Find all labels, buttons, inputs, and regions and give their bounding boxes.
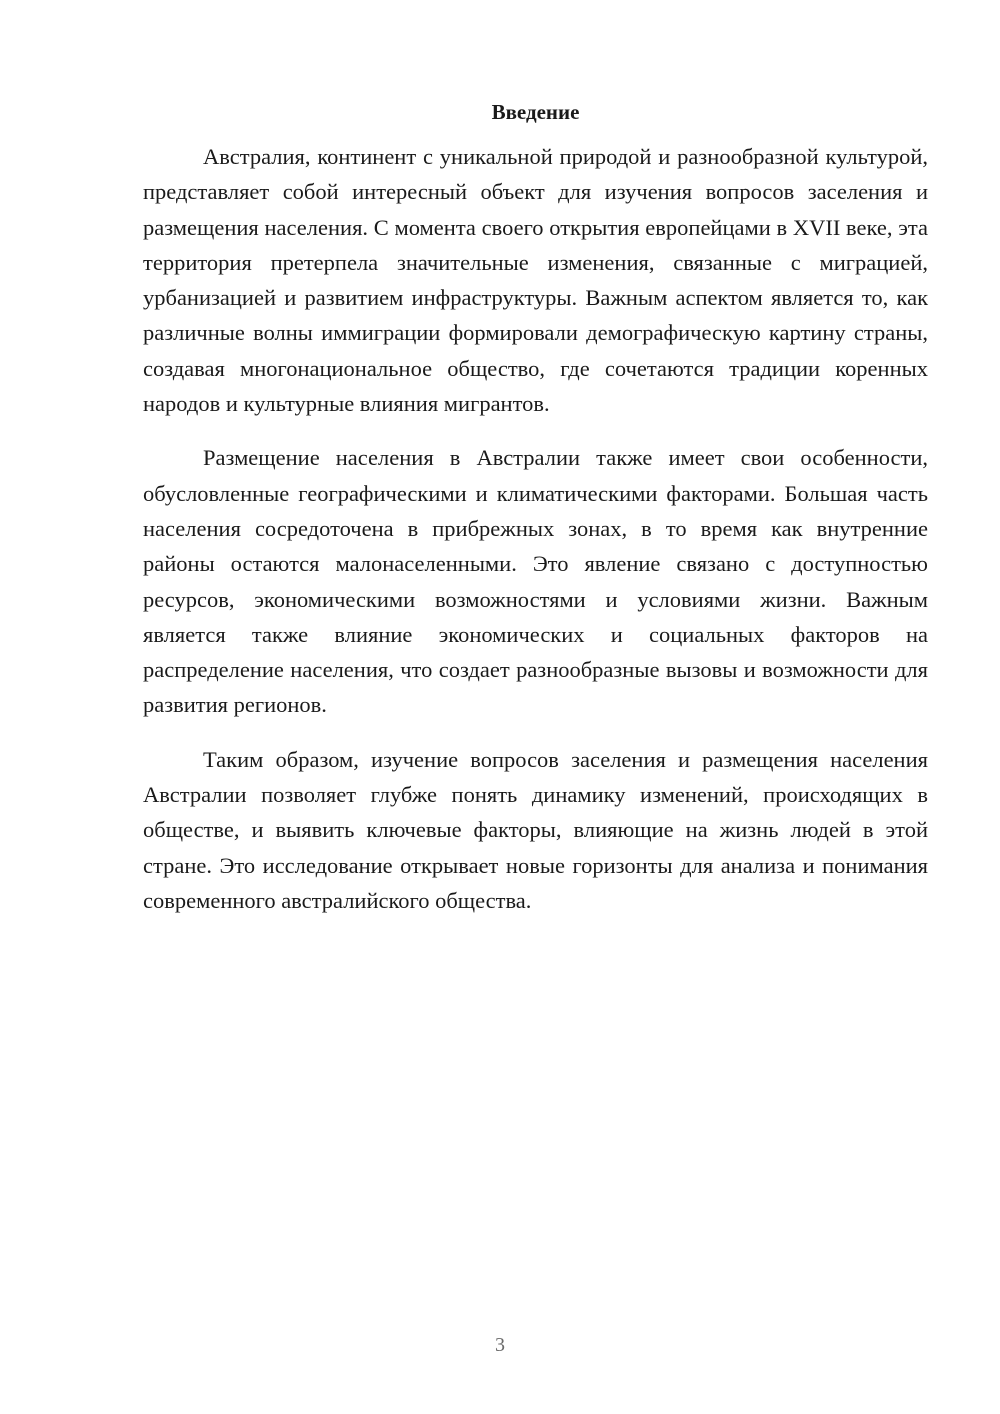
paragraph-1: Австралия, континент с уникальной природой и разнообразной культурой, представляет собой интересный объект для изучения вопросов заселения и размещения населения. С момента своего открытия европейцами в XVII веке, эта территория претерпела значительные изменения, связанные с миграцией, урбанизацией и развитием инфраструктуры. Важным аспектом является то, как различные волны иммиграции формировали демографическую картину страны, создавая многонациональное общество, где сочетаются традиции коренных народов и культурные влияния мигрантов. — [143, 144, 928, 417]
paragraph-3: Таким образом, изучение вопросов заселения и размещения населения Австралии позволяет глубже понять динамику изменений, происходящих в обществе, и выявить ключевые факторы, влияющие на жизнь людей в этой стране. Это исследование открывает новые горизонты для анализа и понимания современного австралийского общества. — [143, 746, 928, 913]
section-heading: Введение — [491, 100, 580, 124]
page-content — [143, 97, 928, 937]
paragraph-2: Размещение населения в Австралии также имеет свои особенности, обусловленные географическими и климатическими факторами. Большая часть населения сосредоточена в прибрежных зонах, в то время как внутренние районы остаются малонаселенными. Это явление связано с доступностью ресурсов, экономическими возможностями и условиями жизни. Важным является также влияние экономических и социальных факторов на распределение населения, что создает разнообразные вызовы и возможности для развития регионов. — [143, 445, 928, 718]
page-number: 3 — [495, 1334, 505, 1356]
